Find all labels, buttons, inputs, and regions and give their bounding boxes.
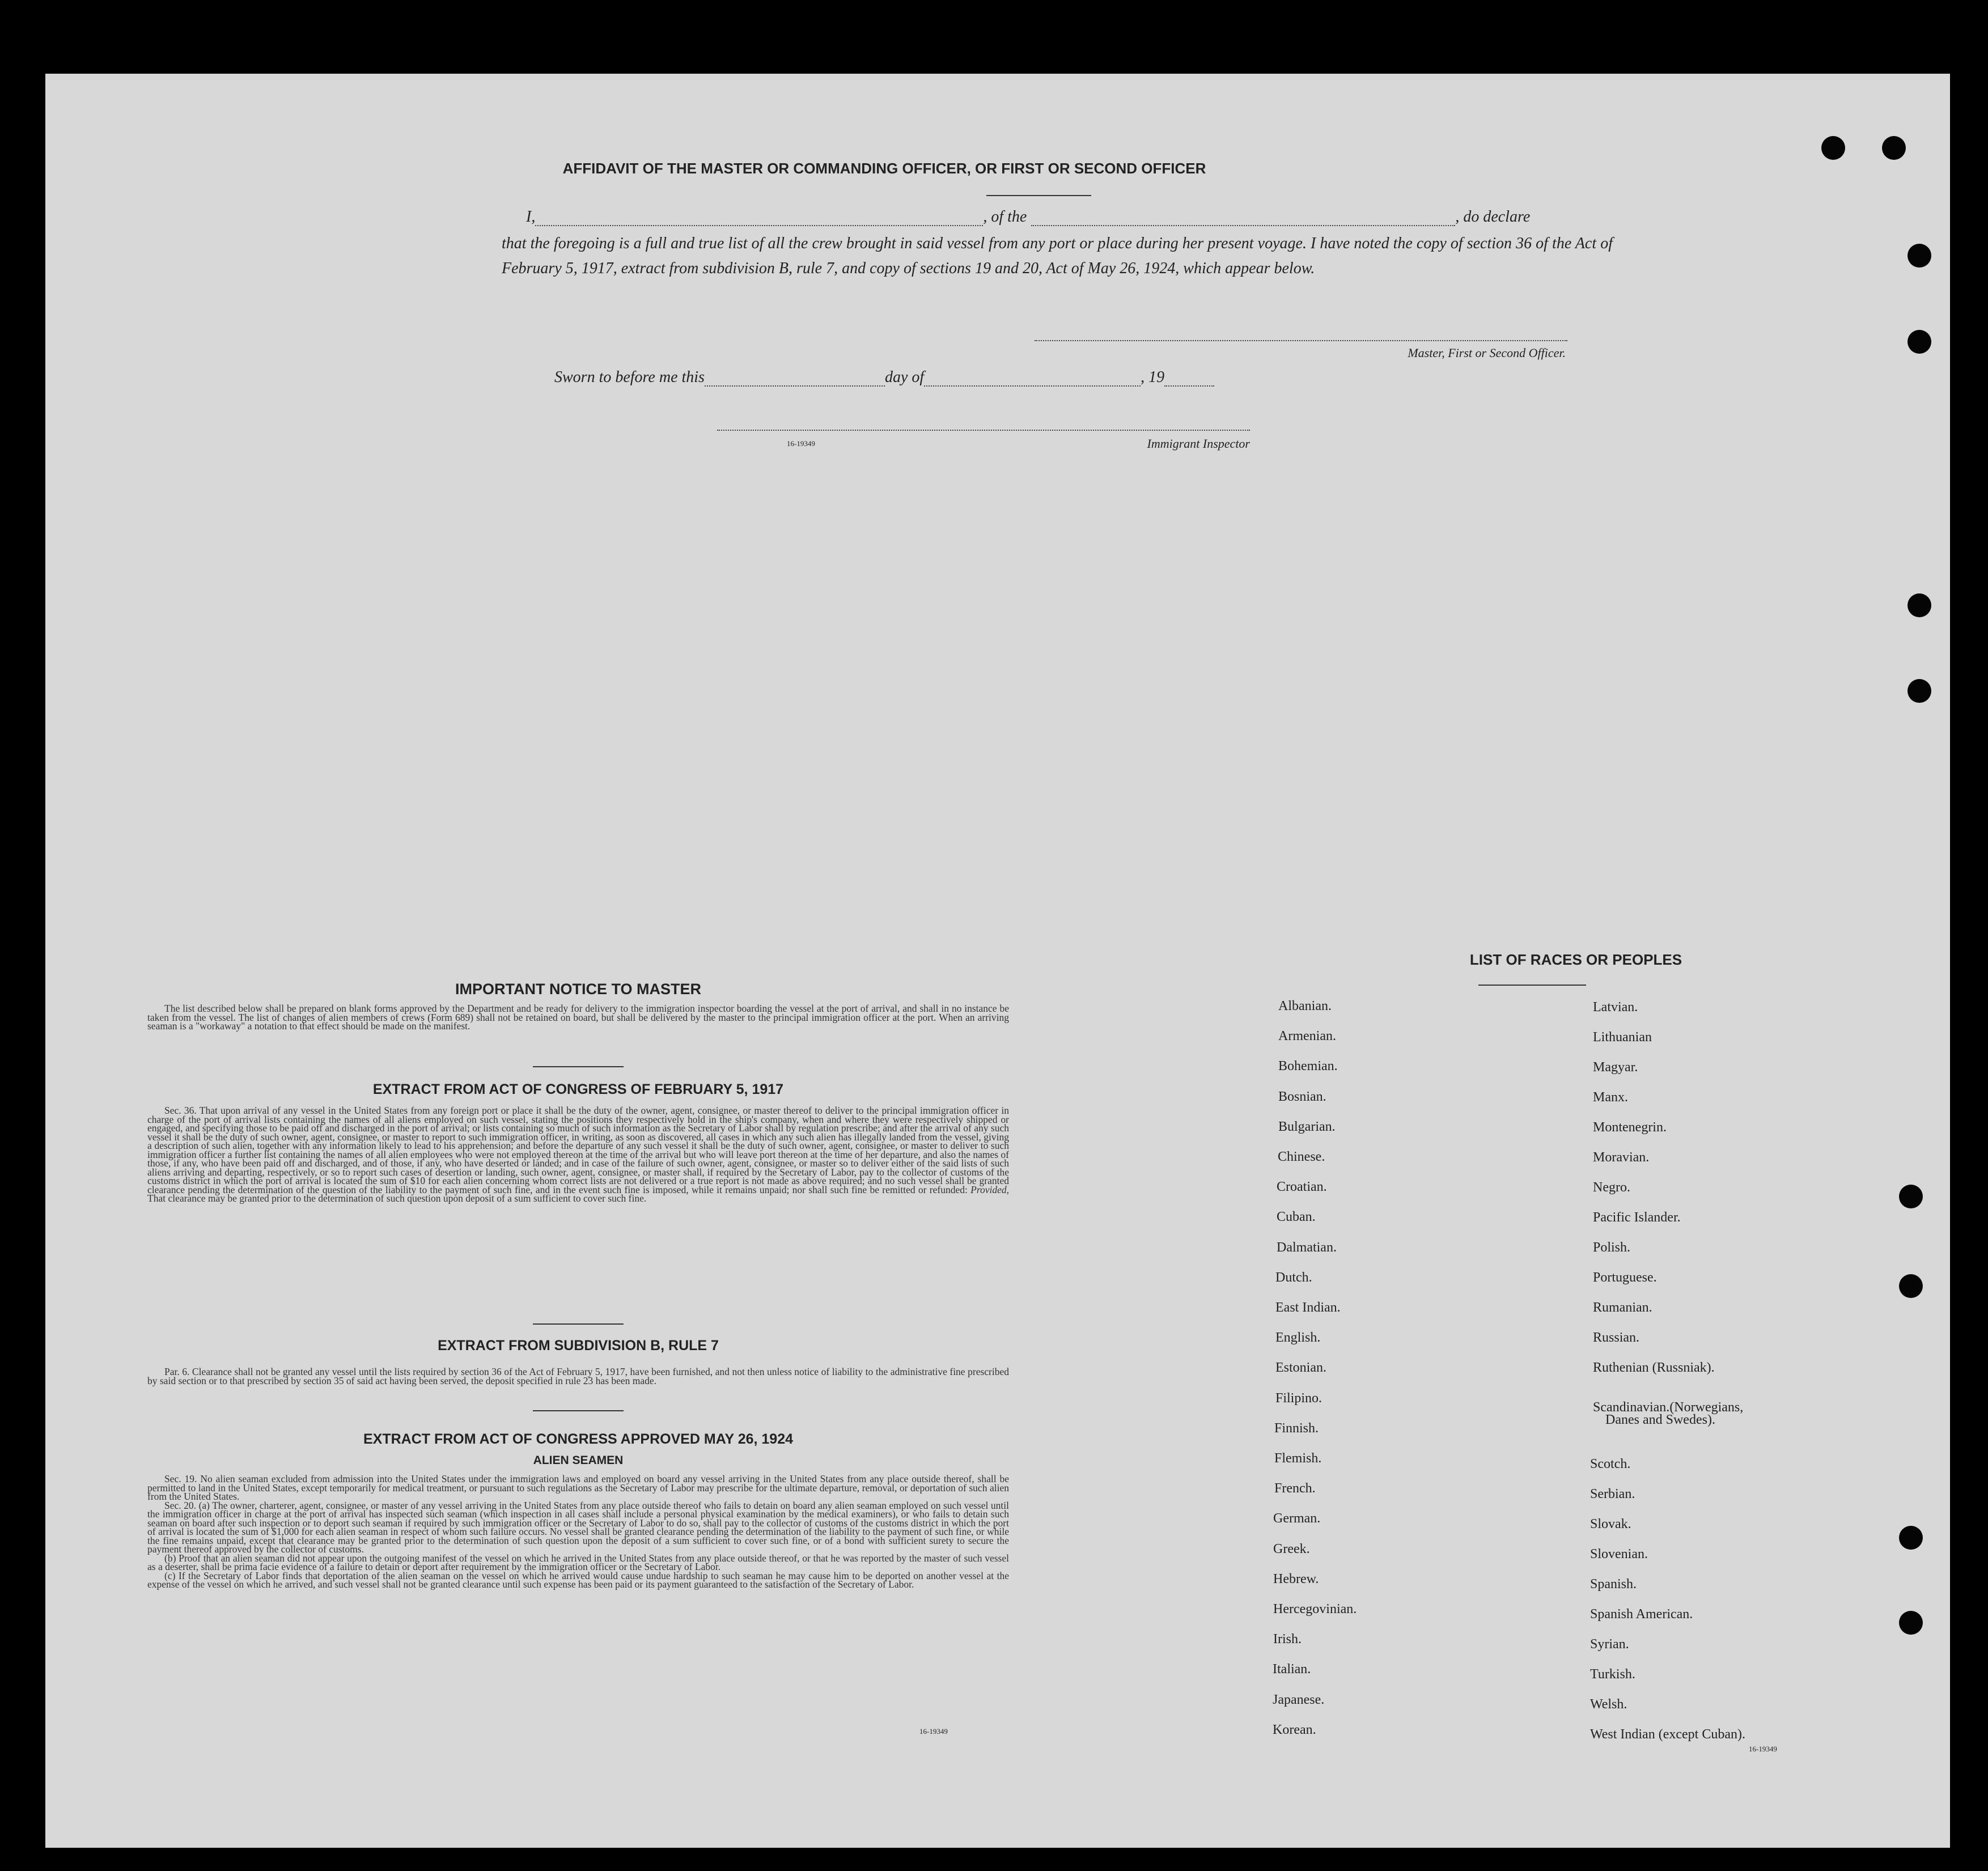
punch-hole — [1908, 679, 1931, 703]
declaration-line — [505, 208, 1613, 226]
form-number: 16-19349 — [919, 1727, 948, 1736]
notice-text: The list described below shall be prepared on blank forms approved by the Department and be ready for delivery to the immigration inspector boarding the vessel at the port of arrival, and shall in no instance be taken from the vessel. The list of changes of alien members of crews (Form 689) shall not be retained on board, but shall be delivered by the master to the principal immigration officer at the port. When an arriving seaman is a "workaway" a notation to that effect should be made on the manifest. — [147, 1003, 1009, 1032]
sworn-line — [554, 368, 1320, 387]
punch-hole — [1899, 1185, 1923, 1208]
section-20a: Sec. 20. (a) The owner, charterer, agent, consignee, or master of any vessel arriving in the United States from any place outside thereof who fails to detain on board any alien seaman employed on such vessel until the immigration officer in charge at the port of arrival has inspected such seaman (which inspection in all cases shall include a personal physical examination by the medical examiners), or who fails to detain such seaman on board after such inspection or to deport such seaman if required by such immigration officer or the Secretary of Labor to do so, shall pay to the collector of customs of the customs district in which the port of arrival is located the sum of $1,000 for each alien seaman in respect of whom such failure occurs. No vessel shall be granted clearance pending the determination of the liability to the payment of such fine, or while the fine remains unpaid, except that clearance may be granted prior to the determination of such question upon the deposit of a sum sufficient to cover such fine, or of a bond with sufficient surety to secure the payment thereof approved by the collector of customs. — [147, 1499, 1009, 1555]
race-item: Scotch. — [1590, 1457, 1631, 1471]
declarant-name-field[interactable] — [535, 211, 983, 226]
race-item: Chinese. — [1278, 1149, 1325, 1164]
race-item: Hercegovinian. — [1273, 1602, 1357, 1617]
punch-hole — [1908, 593, 1931, 617]
race-item: Filipino. — [1275, 1390, 1322, 1406]
declaration-body: that the foregoing is a full and true list of all the crew brought in said vessel from any port or place during her present voyage. I have noted the copy of section 36 of the Act of February 5, 1917, extract from subdivision B, rule 7, and copy of sections 19 and 20, Act of May 26, 1924, which appear below. — [502, 235, 1613, 277]
punch-hole — [1899, 1611, 1923, 1635]
race-item: French. — [1274, 1481, 1316, 1496]
declarant-prefix: I, — [526, 208, 536, 226]
race-item: Dalmatian. — [1277, 1240, 1337, 1255]
sworn-month-field[interactable] — [924, 372, 1141, 387]
extract-1917-body: Sec. 36. That upon arrival of any vessel in the United States from any foreign port or place it shall be the duty of the owner, agent, consignee, or master thereof to deliver to the principal immigration officer in charge of the port of arrival lists containing the names of all aliens employed on such vessel, stating the positions they respectively hold in the ship's company, when and where they were respectively shipped or engaged, and specifying those to be paid off and discharged in the port of arrival; or lists containing so much of such information as the Secretary of Labor shall by regulation prescribe; and after the arrival of any such vessel it shall be the duty of such owner, agent, consignee, or master to report to such immigration officer, in writing, as soon as discovered, all cases in which any such alien has illegally landed from the vessel, giving a description of such alien, together with any information likely to lead to his apprehension; and before the departure of any such vessel it shall be the duty of such owner, agent, consignee, or master to deliver to such immigration officer a further list containing the names of all alien employees who were not employed thereon at the time of the arrival but who will leave port thereon at the time of her departure, and also the names of those, if any, who have been paid off and discharged, and of those, if any, who have deserted or landed; and in case of the failure of such owner, agent, consignee, or master so to deliver either of the said lists of such aliens arriving and departing, respectively, or so to report such cases of desertion or landing, such owner, agent, consignee, or master shall, if required by the Secretary of Labor, pay to the collector of customs of the customs district in which the port of arrival is located the sum of $10 for each alien concerning whom correct lists are not delivered or a true report is not made as above required; and no such vessel shall be granted clearance pending the determination of the question of the liability to the payment of such fine, and in the event such fine is imposed, while it remains unpaid; nor shall such fine be remitted or refunded: — [147, 1105, 1009, 1195]
extract-1924-text — [147, 1475, 1009, 1589]
master-signature-caption: Master, First or Second Officer. — [1408, 346, 1566, 360]
race-item: East Indian. — [1275, 1300, 1341, 1315]
punch-hole — [1821, 136, 1845, 160]
inspector-signature-line[interactable] — [717, 430, 1250, 431]
race-item: Italian. — [1273, 1662, 1311, 1677]
race-item: Estonian. — [1275, 1360, 1326, 1376]
race-item: Montenegrin. — [1593, 1120, 1667, 1135]
extract-rule7-title: EXTRACT FROM SUBDIVISION B, RULE 7 — [438, 1338, 719, 1354]
race-item: Cuban. — [1277, 1210, 1316, 1225]
divider — [986, 195, 1091, 196]
master-signature-line[interactable] — [1035, 340, 1567, 341]
provided-word: Provided, — [970, 1183, 1009, 1195]
race-item: Irish. — [1273, 1632, 1302, 1647]
race-item: English. — [1275, 1330, 1321, 1346]
race-item: Manx. — [1593, 1090, 1628, 1105]
race-item: Croatian. — [1277, 1180, 1327, 1195]
race-item: Slovenian. — [1590, 1547, 1648, 1562]
of-the-label: , of the — [983, 208, 1027, 226]
race-item: Korean. — [1273, 1722, 1316, 1737]
punch-hole — [1908, 330, 1931, 354]
race-item: Scandinavian.(Norwegians, — [1593, 1400, 1744, 1415]
punch-hole — [1882, 136, 1906, 160]
race-item: Armenian. — [1278, 1029, 1336, 1044]
race-item: Portuguese. — [1593, 1270, 1657, 1285]
punch-hole — [1899, 1274, 1923, 1298]
section-20b: (b) Proof that an alien seaman did not appear upon the outgoing manifest of the vessel on which he arrived in the United States from any place outside thereof, or that he was reported by the master of such vessel as a deserter, shall be prima facie evidence of a failure to detain or deport after requirement by the immigration officer or the Secretary of Labor. — [147, 1552, 1009, 1572]
divider — [1478, 985, 1586, 986]
race-item: Finnish. — [1274, 1420, 1319, 1436]
race-item: Moravian. — [1593, 1150, 1650, 1165]
race-item: Lithuanian — [1593, 1030, 1652, 1045]
race-item: Bosnian. — [1278, 1089, 1326, 1104]
extract-1917-title: EXTRACT FROM ACT OF CONGRESS OF FEBRUARY 5, 1917 — [372, 1081, 784, 1097]
race-item: German. — [1273, 1511, 1321, 1526]
race-item: Albanian. — [1278, 999, 1332, 1013]
race-item: Bulgarian. — [1278, 1119, 1336, 1134]
race-item: Latvian. — [1593, 1000, 1638, 1015]
declare-label: , do declare — [1455, 208, 1531, 226]
vessel-name-field[interactable] — [1031, 211, 1455, 226]
document-sheet — [45, 74, 1950, 1848]
race-item: Ruthenian (Russniak). — [1593, 1360, 1715, 1375]
extract-rule7-text: Par. 6. Clearance shall not be granted any vessel until the lists required by section 36 of the Act of February 5, 1917, have been furnished, and not then unless notice of liability to the administrative fine prescribed by said section or to that prescribed by section 35 of said act having been served, the deposit specified in rule 23 has been made. — [147, 1366, 1009, 1386]
divider — [533, 1066, 624, 1067]
punch-hole — [1908, 244, 1931, 268]
race-item: Turkish. — [1590, 1667, 1635, 1682]
sworn-day-field[interactable] — [705, 372, 885, 387]
extract-1924-title: EXTRACT FROM ACT OF CONGRESS APPROVED MAY 26, 1924 — [363, 1431, 794, 1447]
race-item: Spanish American. — [1590, 1607, 1693, 1622]
race-item: Welsh. — [1590, 1697, 1627, 1712]
race-item: Flemish. — [1274, 1451, 1322, 1466]
race-item: West Indian (except Cuban). — [1590, 1727, 1745, 1742]
sworn-day-of: day of — [884, 368, 925, 386]
race-item: Dutch. — [1275, 1270, 1312, 1285]
affidavit-title: AFFIDAVIT OF THE MASTER OR COMMANDING OFFICER, OR FIRST OR SECOND OFFICER — [562, 160, 1206, 177]
race-item: Syrian. — [1590, 1637, 1629, 1652]
race-item: Danes and Swedes). — [1605, 1412, 1715, 1427]
divider — [533, 1410, 624, 1411]
notice-title: IMPORTANT NOTICE TO MASTER — [455, 981, 701, 998]
sworn-year-prefix: , 19 — [1141, 368, 1165, 386]
sworn-prefix: Sworn to before me this — [554, 368, 705, 386]
race-item: Pacific Islander. — [1593, 1210, 1681, 1225]
races-title: LIST OF RACES OR PEOPLES — [1469, 951, 1682, 968]
race-item: Spanish. — [1590, 1577, 1637, 1592]
race-item: Russian. — [1593, 1330, 1640, 1345]
sworn-year-field[interactable] — [1164, 372, 1214, 387]
race-item: Slovak. — [1590, 1517, 1631, 1531]
race-item: Serbian. — [1590, 1487, 1635, 1501]
race-item: Greek. — [1273, 1541, 1310, 1556]
inspector-caption: Immigrant Inspector — [1147, 436, 1250, 451]
race-item: Hebrew. — [1273, 1571, 1319, 1586]
race-item: Bohemian. — [1278, 1059, 1338, 1074]
race-item: Negro. — [1593, 1180, 1630, 1195]
divider — [533, 1323, 624, 1325]
section-20c: (c) If the Secretary of Labor finds that deportation of the alien seaman on the vessel on which he arrived would cause undue hardship to such seaman he may cause him to be deported on another vessel at the expense of the vessel on which he arrived, and such vessel shall not be granted clearance until such expense has been paid or its payment guaranteed to the satisfaction of the Secretary of Labor. — [147, 1569, 1009, 1590]
extract-1917-body-end: That clearance may be granted prior to the determination of such question upon deposit of a sum sufficient to cover such fine. — [147, 1193, 647, 1204]
race-item: Magyar. — [1593, 1060, 1638, 1075]
race-item: Polish. — [1593, 1240, 1631, 1255]
race-item: Japanese. — [1273, 1692, 1325, 1707]
race-item: Rumanian. — [1593, 1300, 1652, 1315]
form-number: 16-19349 — [1749, 1745, 1777, 1753]
punch-hole — [1899, 1526, 1923, 1550]
form-number: 16-19349 — [787, 439, 815, 448]
section-19: Sec. 19. No alien seaman excluded from admission into the United States under the immigration laws and employed on board any vessel arriving in the United States from any place outside thereof, shall be permitted to land in the United States, except temporarily for medical treatment, or pursuant to such regulations as the Secretary of Labor may prescribe for the ultimate departure, removal, or deportation of such alien from the United States. — [147, 1473, 1009, 1502]
extract-1924-subtitle: ALIEN SEAMEN — [533, 1454, 624, 1467]
extract-1917-text — [147, 1106, 1009, 1203]
